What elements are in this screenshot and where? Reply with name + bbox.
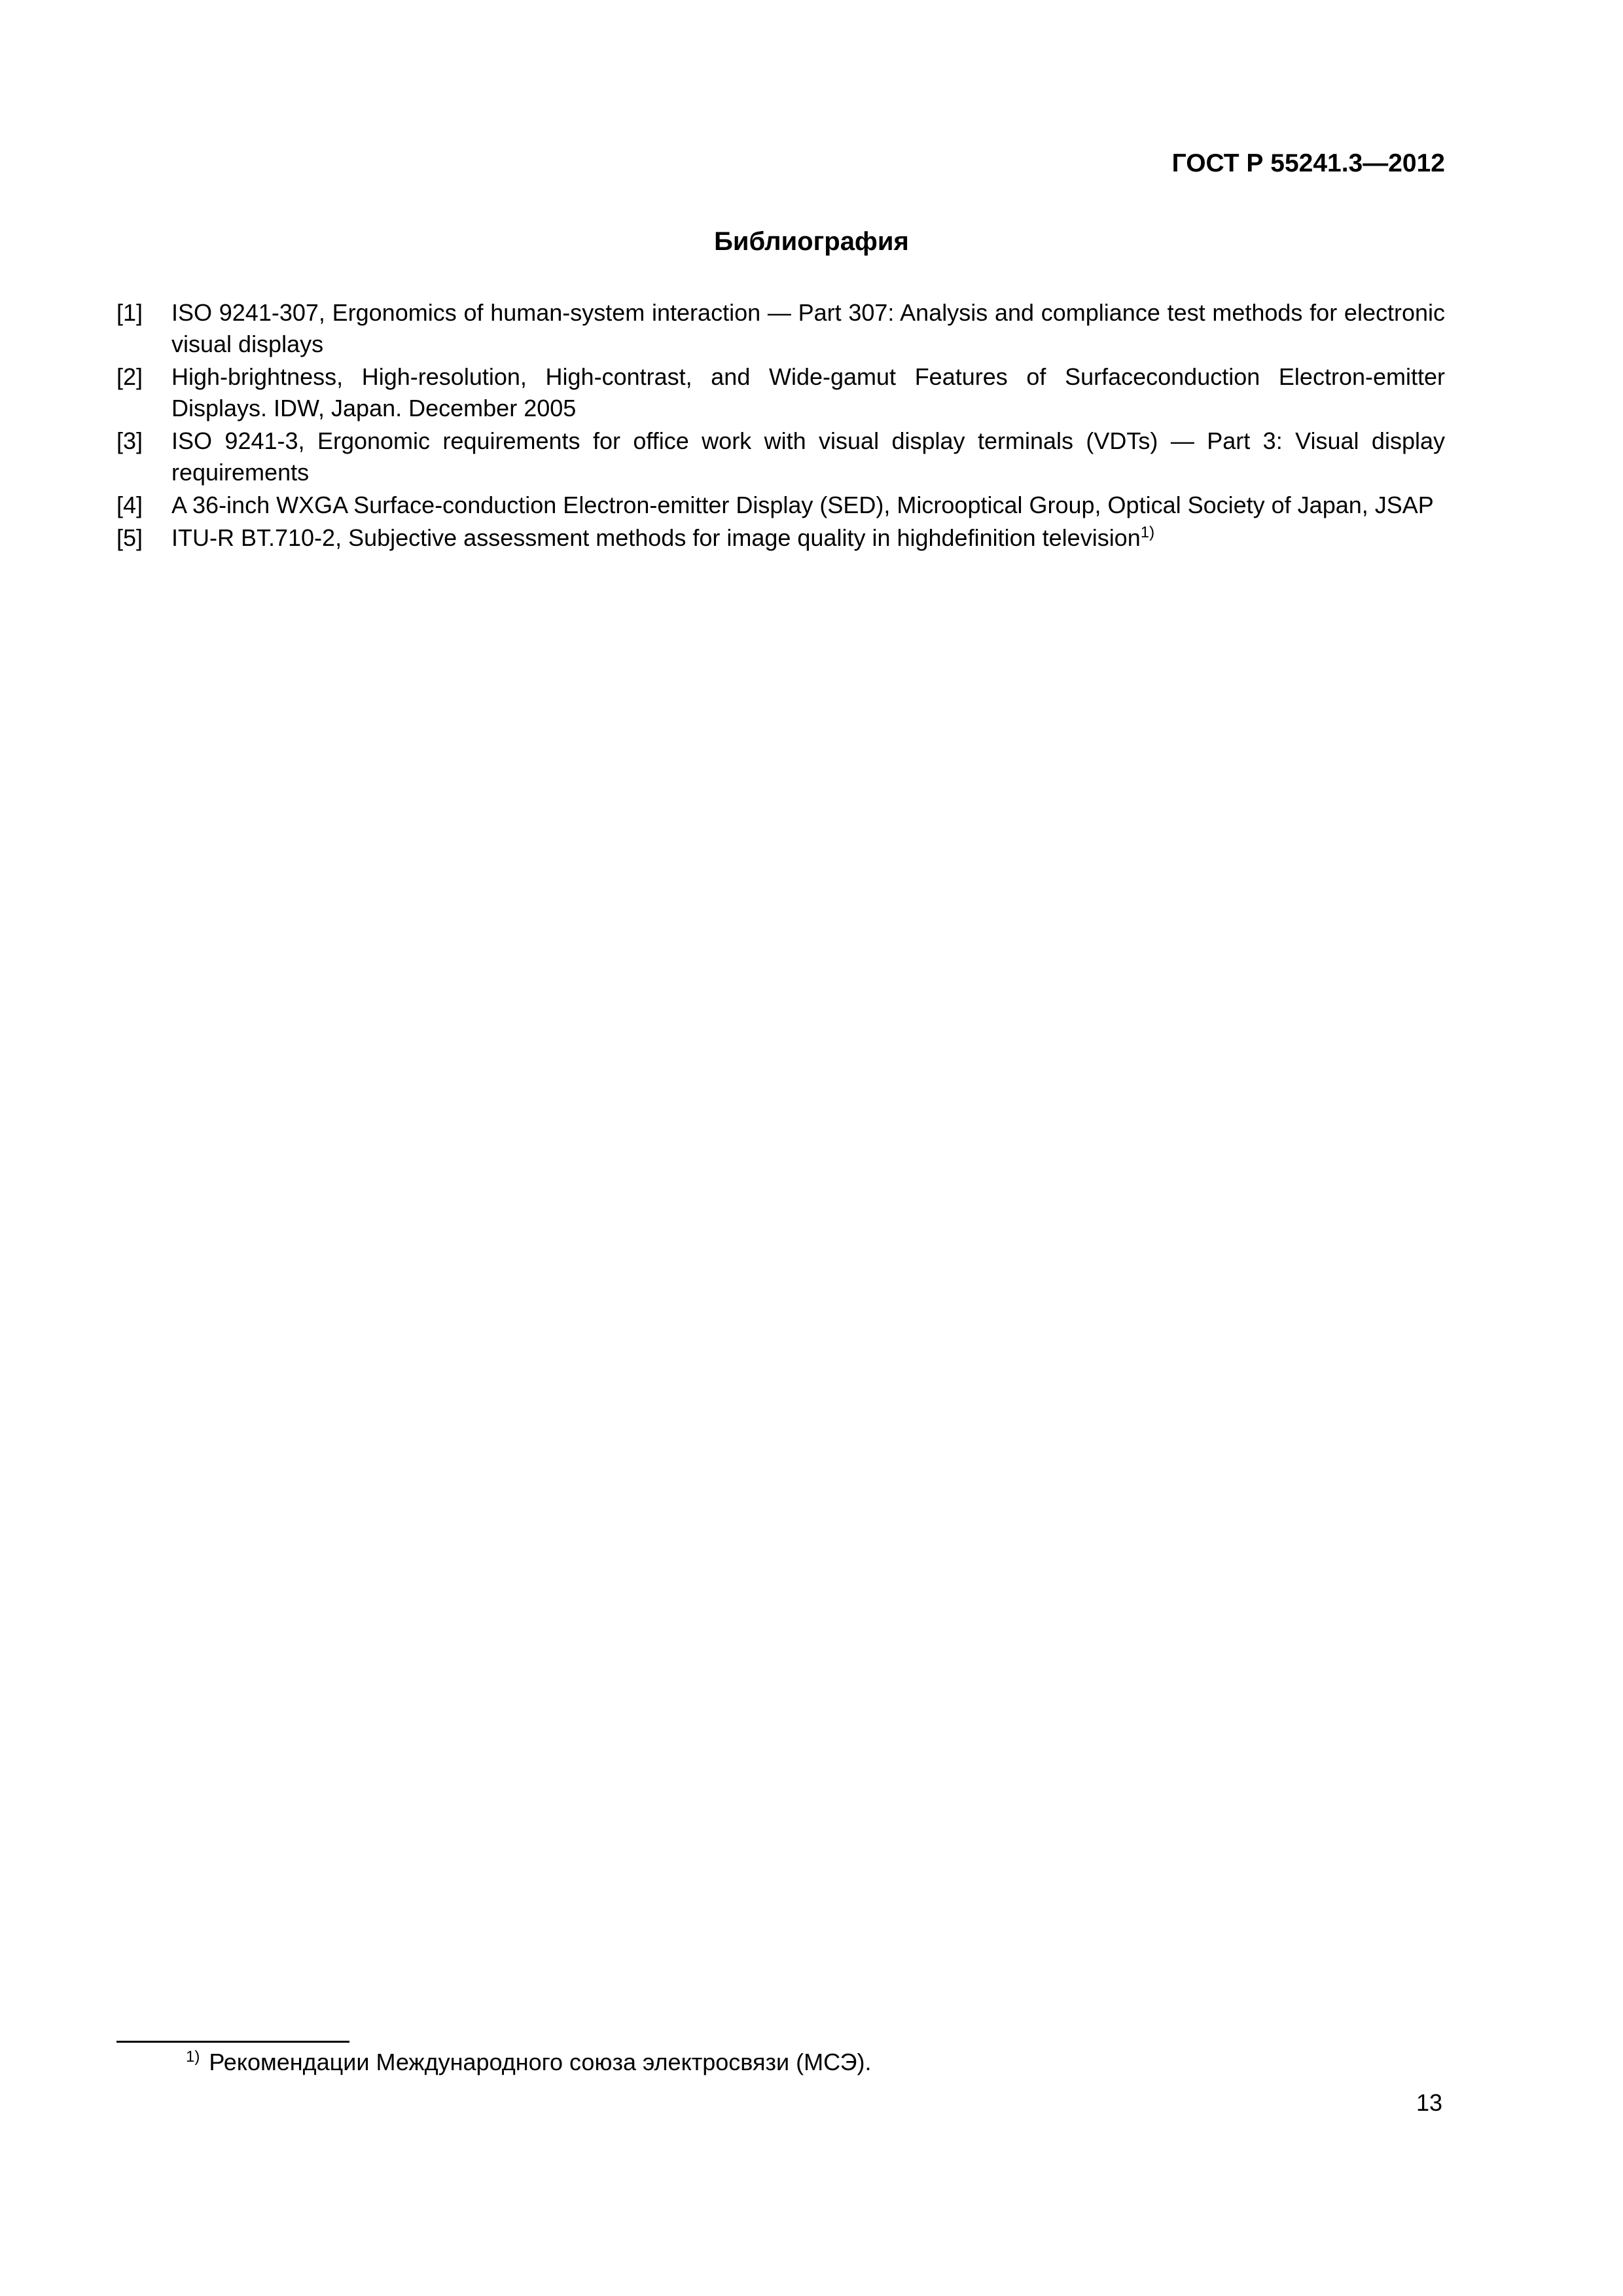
footnote: [186, 2047, 872, 2077]
bibliography-entry: [116, 522, 1445, 554]
bibliography-entry: [116, 361, 1445, 424]
document-id: ГОСТ Р 55241.3—2012: [1171, 149, 1445, 177]
entry-number: [1]: [116, 299, 143, 326]
bibliography-list: [116, 297, 1445, 555]
footnote-reference: 1): [1140, 524, 1155, 541]
entry-number: [2]: [116, 363, 143, 390]
entry-number: [3]: [116, 427, 143, 454]
bibliography-title: Библиография: [714, 227, 909, 256]
entry-text-body: ISO 9241-3, Ergonomic requirements for office work with visual display terminals (VDTs) — Part 3: Visual display requirements: [171, 427, 1445, 486]
footnote-marker: 1): [186, 2048, 200, 2066]
entry-number: [4]: [116, 492, 143, 518]
bibliography-entry: [116, 425, 1445, 488]
entry-text-body: High-brightness, High-resolution, High-contrast, and Wide-gamut Features of Surfaceconduction Electron-emitter Displays. IDW, Japan. December 2005: [171, 363, 1445, 422]
entry-text: [171, 490, 1445, 521]
entry-text-body: ISO 9241-307, Ergonomics of human-system interaction — Part 307: Analysis and compliance test methods for electronic visual displays: [171, 299, 1445, 357]
entry-text-body: ITU-R BT.710-2, Subjective assessment methods for image quality in highdefinition television: [171, 524, 1141, 551]
entry-text: [171, 425, 1445, 488]
entry-text: [171, 297, 1445, 360]
page-number: 13: [1416, 2089, 1442, 2116]
bibliography-entry: [116, 297, 1445, 360]
entry-text-body: A 36-inch WXGA Surface-conduction Electron-emitter Display (SED), Microoptical Group, Optical Society of Japan, JSAP: [171, 492, 1434, 518]
footnote-text: Рекомендации Международного союза электросвязи (МСЭ).: [209, 2049, 872, 2075]
entry-text: [171, 361, 1445, 424]
footnote-divider: [116, 2041, 349, 2043]
bibliography-entry: [116, 490, 1445, 521]
entry-number: [5]: [116, 524, 143, 551]
entry-text: [171, 522, 1445, 554]
